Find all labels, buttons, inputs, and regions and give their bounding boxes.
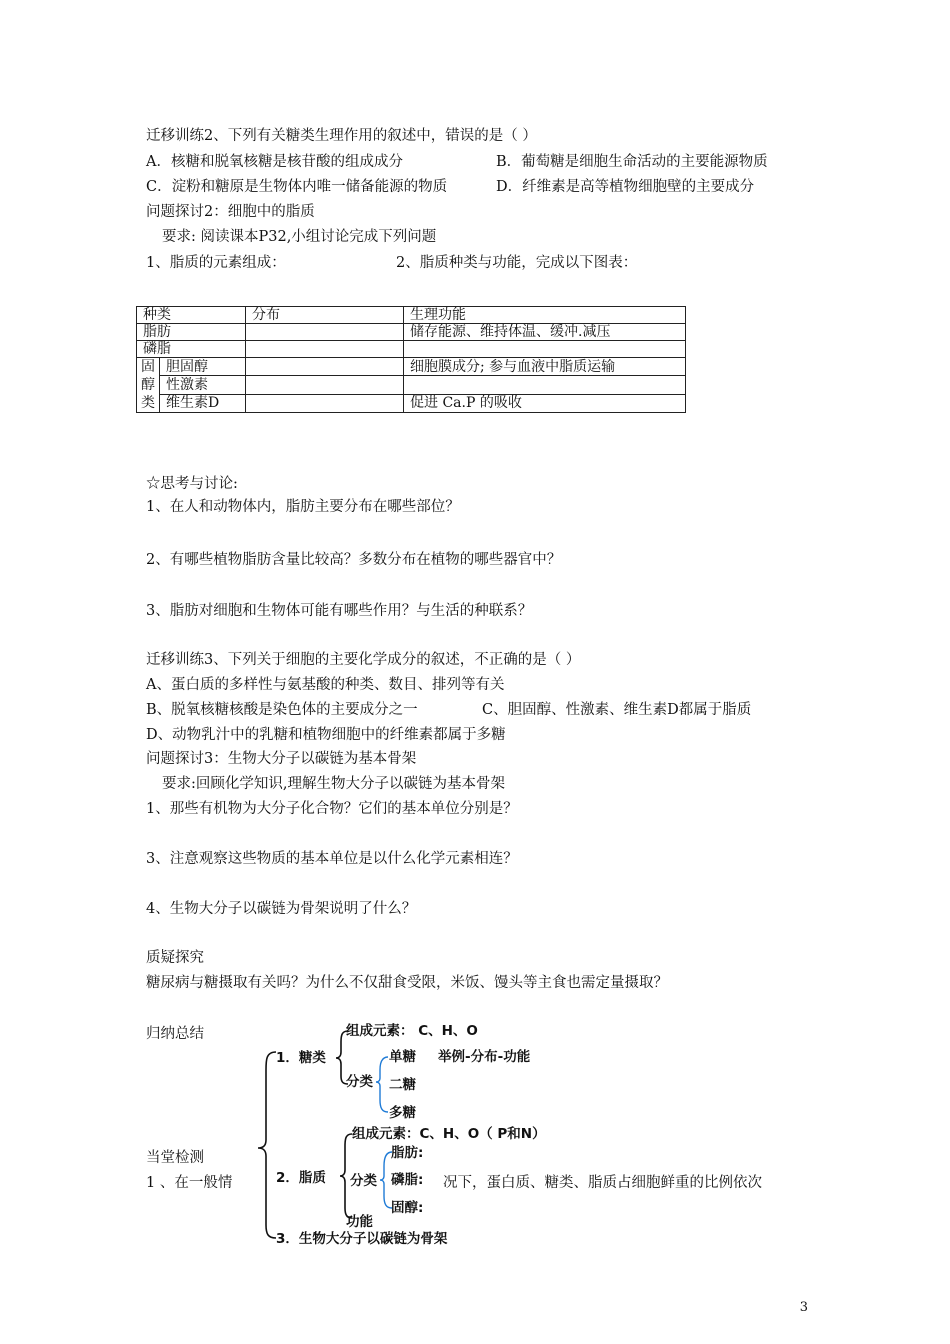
- item-2-lipid-types: 2、脂质种类与功能，完成以下图表：: [396, 255, 638, 271]
- phospholipid-item: 磷脂:: [391, 1172, 424, 1188]
- lipid-node: 2．脂质: [276, 1170, 326, 1186]
- row-name-cholesterol: 胆固醇: [160, 358, 246, 376]
- disaccharide: 二糖: [389, 1077, 416, 1093]
- sterol-item: 固醇:: [391, 1200, 424, 1216]
- practice-3-option-a: A、蛋白质的多样性与氨基酸的种类、数目、排列等有关: [146, 677, 505, 693]
- sterol-group-label: 固 醇 类: [137, 358, 160, 413]
- macromolecule-node: 3．生物大分子以碳链为骨架: [276, 1231, 448, 1247]
- lipid-elements: 组成元素：C、H、O（ P和N）: [352, 1126, 546, 1142]
- row-name-vitamin-d: 维生素D: [160, 394, 246, 412]
- test-question-1-start: 1 、在一般情: [146, 1175, 233, 1191]
- macro-question-3: 3、注意观察这些物质的基本单位是以什么化学元素相连？: [146, 851, 518, 867]
- row-name-sex-hormone: 性激素: [160, 376, 246, 394]
- header-function: 生理功能: [404, 307, 686, 324]
- macro-question-1: 1、那些有机物为大分子化合物？它们的基本单位分别是？: [146, 801, 518, 817]
- practice-3-option-b: B、脱氧核糖核酸是染色体的主要成分之一: [146, 702, 418, 718]
- monosaccharide-note: 举例-分布-功能: [438, 1049, 531, 1065]
- monosaccharide: 单糖: [389, 1049, 416, 1065]
- practice-3-option-d: D、动物乳汁中的乳糖和植物细胞中的纤维素都属于多糖: [146, 727, 506, 743]
- test-heading: 当堂检测: [146, 1150, 204, 1166]
- practice-2-question: 迁移训练2、下列有关糖类生理作用的叙述中，错误的是（ ）: [146, 128, 537, 144]
- sugar-class-brace: [376, 1057, 388, 1112]
- topic-2-heading: 问题探讨2：细胞中的脂质: [146, 204, 315, 220]
- practice-3-question: 迁移训练3、下列关于细胞的主要化学成分的叙述，不正确的是（ ）: [146, 652, 581, 668]
- practice-3-option-c: C、胆固醇、性激素、维生素D都属于脂质: [482, 702, 752, 718]
- row-func-cholesterol: 细胞膜成分; 参与血液中脂质运输: [404, 358, 686, 376]
- practice-2-option-a: A．核糖和脱氧核糖是核苷酸的组成成分: [146, 154, 403, 170]
- summary-heading: 归纳总结: [146, 1026, 204, 1042]
- page-number: 3: [799, 1300, 808, 1315]
- outer-brace: [258, 1052, 276, 1238]
- think-discuss-heading: ☆思考与讨论:: [146, 476, 238, 492]
- practice-2-option-c: C．淀粉和糖原是生物体内唯一储备能源的物质: [146, 179, 448, 195]
- practice-2-option-b: B．葡萄糖是细胞生命活动的主要能源物质: [496, 154, 768, 170]
- lipid-function: 功能: [346, 1214, 373, 1230]
- doubt-question: 糖尿病与糖摄取有关吗？为什么不仅甜食受限，米饭、馒头等主食也需定量摄取？: [146, 975, 668, 991]
- sugar-classification: 分类: [346, 1074, 373, 1090]
- polysaccharide: 多糖: [389, 1105, 416, 1121]
- topic-3-heading: 问题探讨3：生物大分子以碳链为基本骨架: [146, 751, 417, 767]
- row-name-phospholipid: 磷脂: [137, 341, 246, 358]
- test-question-1-end: 况下，蛋白质、糖类、脂质占细胞鲜重的比例依次: [443, 1175, 762, 1191]
- lipid-classification: 分类: [350, 1173, 377, 1189]
- row-func-fat: 储存能源、维持体温、缓冲.减压: [404, 324, 686, 341]
- discussion-3: 3、脂肪对细胞和生物体可能有哪些作用？与生活的种联系？: [146, 603, 533, 619]
- header-distribution: 分布: [246, 307, 404, 324]
- topic-2-requirement: 要求: 阅读课本P32,小组讨论完成下列问题: [162, 229, 437, 245]
- sugar-elements: 组成元素： C、H、O: [346, 1023, 478, 1039]
- item-1-elements: 1、脂质的元素组成：: [146, 255, 286, 271]
- row-name-fat: 脂肪: [137, 324, 246, 341]
- discussion-2: 2、有哪些植物脂肪含量比较高？多数分布在植物的哪些器官中？: [146, 552, 562, 568]
- discussion-1: 1、在人和动物体内，脂肪主要分布在哪些部位？: [146, 499, 460, 515]
- topic-3-requirement: 要求:回顾化学知识,理解生物大分子以碳链为基本骨架: [162, 776, 505, 792]
- row-func-vitamin-d: 促进 Ca.P 的吸收: [404, 394, 686, 412]
- macro-question-4: 4、生物大分子以碳链为骨架说明了什么？: [146, 901, 417, 917]
- fat-item: 脂肪:: [391, 1145, 424, 1161]
- practice-2-option-d: D．纤维素是高等植物细胞壁的主要成分: [496, 179, 755, 195]
- sugar-node: 1．糖类: [276, 1050, 326, 1066]
- doubt-heading: 质疑探究: [146, 950, 204, 966]
- header-type: 种类: [137, 307, 246, 324]
